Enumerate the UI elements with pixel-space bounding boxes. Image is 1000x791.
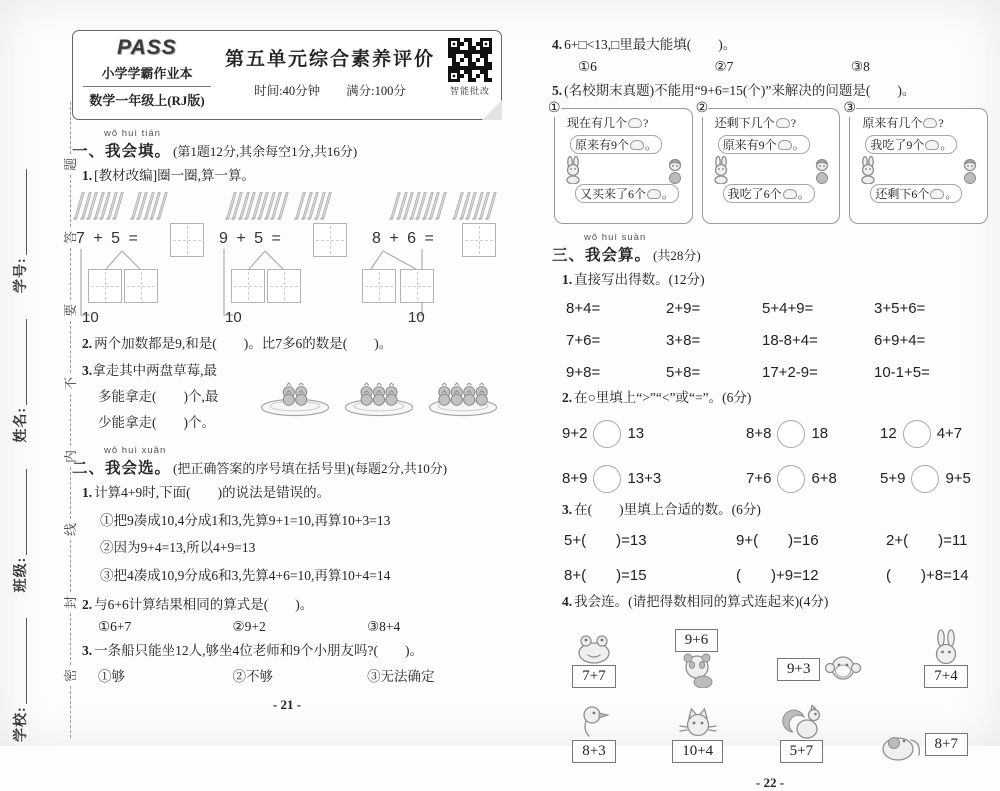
question-2-5: 5. (名校期末真题)不能用“9+6=15(个)”来解决的问题是( )。 [552, 82, 916, 98]
word-problem-options [548, 100, 988, 224]
decompose-box[interactable] [88, 269, 122, 303]
math-item[interactable]: 5+8= [666, 363, 701, 381]
title-block [221, 31, 439, 119]
boy-character-icon [812, 156, 832, 184]
bun-icon [925, 140, 939, 150]
cat-icon [676, 704, 720, 740]
elephant-icon [880, 727, 924, 763]
qr-caption: 智能批改 [449, 86, 490, 96]
duck-icon [572, 704, 616, 740]
ten-label: 10 [82, 308, 99, 326]
option-number: ① [548, 100, 561, 116]
ten-label: 10 [225, 308, 242, 326]
seal-char: 要 [63, 303, 78, 317]
pinyin: wǒ huì suàn [584, 231, 647, 243]
choice-row [552, 59, 988, 75]
choice-row [72, 619, 502, 635]
counting-sticks [72, 190, 502, 219]
pinyin: wǒ huì tián [104, 128, 161, 139]
math-item[interactable]: 10-1+5= [874, 363, 930, 381]
characters [709, 154, 834, 184]
seal-char: 答 [63, 230, 78, 244]
strawberry-plates [256, 358, 502, 418]
source-tag: [教材改编] [94, 168, 158, 183]
choice-option[interactable]: ①够 [98, 668, 125, 684]
choice-option[interactable]: ③无法确定 [367, 668, 435, 684]
fill-blank-grid [552, 524, 988, 587]
math-item[interactable]: 8+4= [566, 299, 601, 317]
stick-bundles [230, 192, 332, 219]
question-3-4: 4. 我会连。(请把得数相同的算式连起来)(4分) [562, 593, 829, 609]
expression-tag[interactable]: 7+4 [924, 665, 967, 687]
animal-card [572, 629, 616, 687]
expression-tag[interactable]: 7+7 [572, 665, 615, 687]
rabbit-icon [924, 629, 968, 665]
math-item[interactable]: 18-8+4= [762, 331, 818, 349]
boy-character-icon [960, 156, 980, 184]
seal-char: 密 [63, 668, 78, 682]
choice-option[interactable]: ③把4凑成10,9分成6和3,先算4+6=10,再算10+4=14 [100, 568, 391, 584]
math-item[interactable]: 9+( )=16 [736, 531, 819, 549]
time-limit: 时间:40分钟 [254, 84, 321, 98]
animal-card [777, 652, 865, 688]
expression-tag[interactable]: 8+7 [925, 733, 968, 755]
equation-text: 9 + 5 = [219, 229, 283, 247]
section-2-heading: wǒ huì xuǎn 二、我会选。 (把正确答案的序号填在括号里)(每题2分,共10分) [72, 445, 502, 478]
seal-dash [70, 102, 71, 154]
divider [83, 86, 211, 87]
math-item[interactable]: 5+( )=13 [564, 531, 647, 549]
seal-dash [70, 394, 71, 446]
math-item[interactable]: 8+( )=15 [564, 566, 647, 584]
box-question: 还剩下几个 ? [714, 115, 797, 130]
choice-option[interactable]: ①把9凑成10,4分成1和3,先算9+1=10,再算10+3=13 [100, 512, 391, 528]
strawberry-plate [424, 372, 502, 418]
question-1-1: 1. [教材改编]圈一圈,算一算。 [82, 168, 255, 183]
seal-char: 题 [63, 157, 78, 171]
decompose-box[interactable] [400, 269, 434, 303]
edition-name: 数学一年级上(RJ版) [89, 93, 205, 108]
equation-text: 7 + 5 = [76, 229, 140, 247]
question-3-2: 2. 在○里填上“>”“<”或“=”。(6分) [562, 389, 752, 405]
speech-bubble: 还剩下6个 。 [870, 184, 962, 203]
expression-tag[interactable]: 10+4 [672, 740, 723, 762]
decompose-box[interactable] [267, 269, 301, 303]
choice-row [72, 665, 502, 685]
speech-bubble: 原来有9个 。 [570, 135, 662, 154]
seal-dash [70, 248, 71, 300]
bun-icon [630, 140, 644, 150]
animal-card [672, 704, 723, 762]
comparison-grid [552, 412, 988, 495]
question-1-2: 2. 两个加数都是9,和是( )。比7多6的数是( )。 [82, 335, 393, 351]
source-tag: (名校期末真题) [564, 82, 655, 98]
question-1-3: 3.拿走其中两盘草莓,最 多能拿走( )个,最 少能拿走( )个。 [72, 358, 502, 437]
expression-tag[interactable]: 9+6 [675, 629, 718, 651]
choice-option[interactable]: ②7 [714, 58, 734, 74]
choice-option[interactable]: ②9+2 [232, 618, 266, 634]
panda-icon [675, 652, 719, 688]
folded-corner-icon [482, 100, 502, 120]
question-2-2: 2. 与6+6计算结果相同的算式是( )。 [82, 596, 314, 612]
problem-option-box[interactable] [548, 100, 693, 224]
math-item[interactable]: 2+9= [666, 299, 701, 317]
problem-option-box[interactable] [695, 100, 841, 224]
blank-line[interactable] [12, 319, 27, 405]
compare-circle[interactable] [777, 465, 805, 493]
section-1-heading: wǒ huì tián 一、我会填。 (第1题12分,其余每空1分,共16分) [72, 128, 502, 161]
make-ten-problem [217, 223, 357, 329]
bun-icon [647, 189, 661, 199]
brand-block [73, 31, 221, 119]
math-item[interactable]: ( )+8=14 [886, 566, 969, 584]
choice-option[interactable]: ①6 [578, 58, 597, 74]
speech-bubble: 原来有9个 。 [718, 135, 810, 154]
bun-icon [628, 118, 642, 128]
ten-label: 10 [408, 308, 425, 326]
page-21 [72, 30, 502, 713]
comparison-item: 8+9 13+3 [562, 465, 746, 493]
calculation-grid [552, 294, 988, 383]
seal-dash [70, 540, 71, 592]
seal-char: 封 [63, 595, 78, 609]
expression-tag[interactable]: 8+3 [572, 740, 615, 762]
animal-card [924, 629, 968, 687]
choice-option[interactable]: ③8 [851, 58, 870, 74]
info-label: 姓名: [14, 406, 29, 443]
strawberry-plate [256, 372, 334, 418]
speech-bubble: 我吃了6个 。 [723, 184, 815, 203]
monkey-icon [821, 652, 865, 688]
math-item[interactable]: 6+9+4= [874, 331, 926, 349]
strawberry-plate [340, 372, 418, 418]
rabbit-character-icon [562, 156, 584, 184]
seal-char: 线 [63, 522, 78, 536]
rabbit-character-icon [857, 156, 879, 184]
student-info-fields [10, 34, 30, 742]
animal-card [572, 704, 616, 762]
decompose-box[interactable] [362, 269, 396, 303]
bun-icon [776, 118, 790, 128]
compare-circle[interactable] [593, 465, 621, 493]
math-item[interactable]: 3+8= [666, 331, 701, 349]
option-number: ③ [843, 100, 856, 116]
info-label: 学校: [14, 706, 29, 742]
info-label: 学号: [14, 257, 29, 293]
expression-tag[interactable]: 5+7 [780, 740, 823, 762]
compare-circle[interactable] [593, 420, 621, 448]
comparison-item: 5+9 9+5 [880, 465, 988, 493]
stick-bundles [78, 192, 167, 219]
boy-character-icon [665, 156, 685, 184]
bun-icon [783, 189, 797, 199]
blank-line[interactable] [12, 618, 27, 704]
page-22 [548, 30, 988, 791]
make-ten-problem [74, 223, 214, 329]
question-3-3: 3. 在( )里填上合适的数。(6分) [562, 501, 761, 517]
characters [561, 154, 686, 184]
matching-cards-row [552, 697, 988, 763]
test-header [72, 30, 502, 120]
bun-icon [778, 140, 792, 150]
full-score: 满分:100分 [346, 84, 406, 98]
math-item[interactable]: 2+( )=11 [886, 531, 968, 549]
choice-option[interactable]: ①6+7 [98, 618, 132, 634]
animal-card [779, 704, 823, 762]
pass-logo: PASS [117, 36, 177, 59]
question-3-1: 1. 直接写出得数。(12分) [562, 271, 705, 287]
make-ten-problem [360, 223, 500, 329]
speech-bubble: 又买来了6个 。 [575, 184, 679, 203]
compare-circle[interactable] [777, 420, 805, 448]
seal-dash [70, 467, 71, 519]
choice-option[interactable]: ③8+4 [367, 618, 401, 634]
comparison-item: 12 4+7 [880, 420, 988, 448]
pinyin: wǒ huì xuǎn [104, 444, 167, 456]
math-item[interactable]: 5+4+9= [762, 299, 814, 317]
comparison-item: 8+8 18 [746, 420, 880, 448]
math-item[interactable]: 17+2-9= [762, 363, 818, 381]
frog-icon [572, 629, 616, 665]
question-2-1: 1. 计算4+9时,下面( )的说法是错误的。 [82, 484, 331, 500]
math-item[interactable]: 3+5+6= [874, 299, 926, 317]
option-number: ② [695, 100, 709, 116]
compare-circle[interactable] [903, 420, 931, 448]
choice-list [72, 507, 502, 590]
animal-card [675, 629, 719, 687]
qr-code-icon[interactable] [448, 38, 492, 82]
choice-option[interactable]: ②因为9+4=13,所以4+9=13 [100, 540, 256, 556]
question-2-4: 4. 6+□<13,□里最大能填( )。 [552, 37, 737, 52]
matching-cards-row [552, 622, 988, 688]
seal-char: 内 [63, 449, 78, 463]
page-title: 第五单元综合素养评价 [224, 49, 435, 70]
blank-line[interactable] [12, 469, 27, 555]
compare-circle[interactable] [911, 465, 939, 493]
math-item[interactable]: 9+8= [566, 363, 601, 381]
stick-bundles [394, 192, 496, 219]
squirrel-icon [779, 704, 823, 740]
animal-card [880, 727, 968, 763]
rabbit-character-icon [710, 156, 732, 184]
decompose-box[interactable] [124, 269, 158, 303]
bun-icon [923, 118, 937, 128]
page-number: - 22 - [755, 774, 785, 790]
equation-text: 8 + 6 = [372, 229, 436, 247]
info-label: 班级: [14, 556, 29, 593]
bun-icon [930, 189, 944, 199]
math-item[interactable]: 7+6= [566, 331, 601, 349]
seal-dash [70, 321, 71, 373]
question-2-3: 3. 一条船只能坐12人,够坐4位老师和9个小朋友吗?( )。 [82, 642, 423, 658]
box-question: 现在有几个 ? [567, 115, 649, 130]
speech-bubble: 我吃了9个 。 [865, 135, 957, 154]
comparison-item: 9+2 13 [562, 420, 746, 448]
math-item[interactable]: ( )+9=12 [736, 566, 819, 584]
choice-option[interactable]: ②不够 [232, 668, 274, 684]
seal-char: 不 [63, 376, 78, 390]
series-name: 小学学霸作业本 [101, 66, 193, 81]
seal-dash [70, 175, 71, 227]
box-question: 原来有几个 ? [862, 115, 944, 130]
comparison-item: 7+6 6+8 [746, 465, 880, 493]
characters [856, 154, 981, 184]
blank-line[interactable] [12, 169, 27, 255]
decompose-box[interactable] [231, 269, 265, 303]
section-3-heading: wǒ huì suàn 三、我会算。 (共28分) [552, 232, 988, 265]
page-number: - 21 - [272, 696, 302, 712]
make-ten-problems [72, 219, 502, 329]
problem-option-box[interactable] [843, 100, 988, 224]
expression-tag[interactable]: 9+3 [777, 658, 820, 680]
seal-dash [70, 613, 71, 665]
